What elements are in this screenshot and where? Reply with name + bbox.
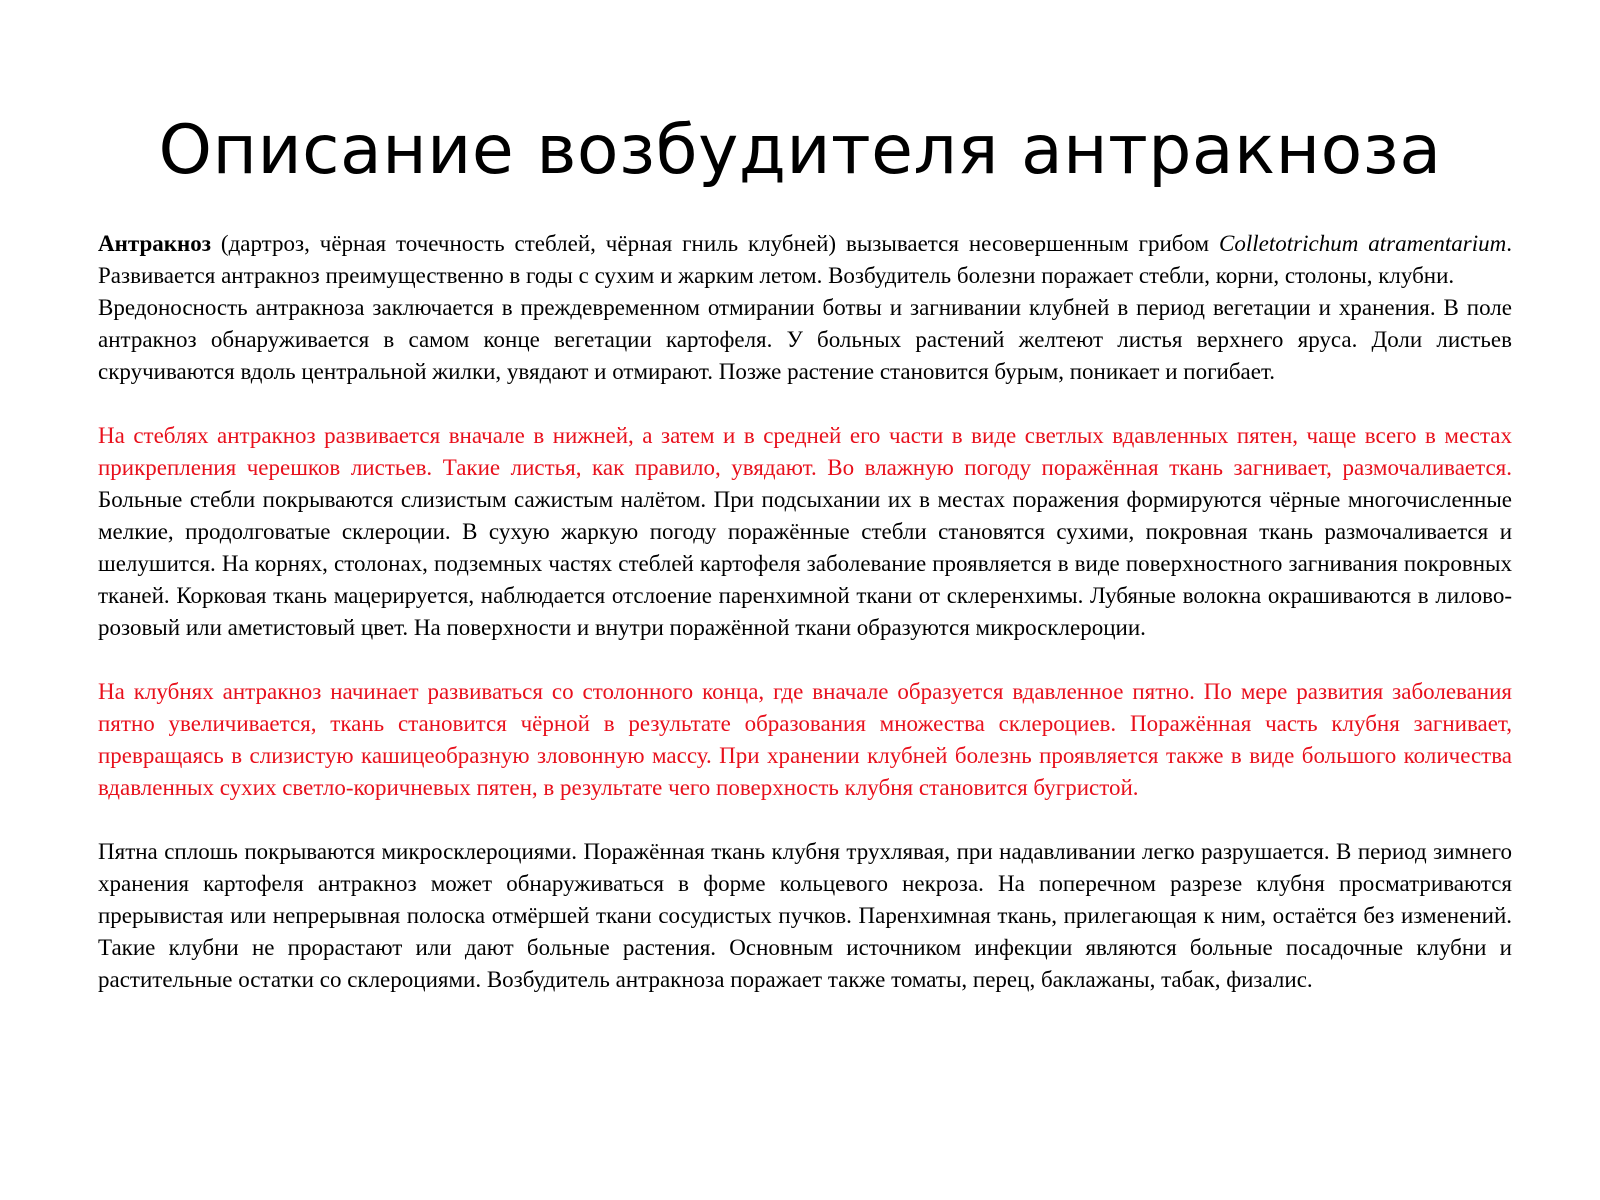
intro-text-2: . Развивается антракноз преимущественно в годы с сухим и жарким летом. Возбудитель болезни поражает стебли, корни, столоны, клубни. — [98, 231, 1512, 288]
paragraph-intro — [98, 228, 1512, 292]
paragraph-harm: Вредоносность антракноза заключается в преждевременном отмирании ботвы и загнивании клубней в период вегетации и хранения. В поле антракноз обнаруживается в самом конце вегетации картофеля. У больных растений желтеют листья верхнего яруса. Доли листьев скручиваются вдоль центральной жилки, увядают и отмирают. Позже растение становится бурым, поникает и погибает. — [98, 295, 1512, 384]
stems-highlight-text: На стеблях антракноз развивается вначале в нижней, а затем и в средней его части в виде светлых вдавленных пятен, чаще всего в местах прикрепления черешков листьев. Такие листья, как правило, увядают. Во влажную погоду поражённая ткань загнивает, размочаливается. — [98, 423, 1512, 480]
species-name: Colletotrichum atramentarium — [1219, 231, 1507, 256]
spacer — [98, 804, 1512, 836]
paragraph-stems — [98, 420, 1512, 644]
slide-body — [98, 228, 1512, 996]
term-antracnose: Антракноз — [98, 231, 211, 256]
slide-title: Описание возбудителя антракноза — [158, 111, 1442, 190]
intro-text-1: (дартроз, чёрная точечность стеблей, чёрная гниль клубней) вызывается несовершенным грибом — [210, 231, 1220, 256]
paragraph-tubers: На клубнях антракноз начинает развиваться со столонного конца, где вначале образуется вдавленное пятно. По мере развития заболевания пятно увеличивается, ткань становится чёрной в результате образования множества склероциев. Поражённая часть клубня загнивает, превращаясь в слизистую кашицеобразную зловонную массу. При хранении клубней болезнь проявляется также в виде большого количества вдавленных сухих светло-коричневых пятен, в результате чего поверхность клубня становится бугристой. — [98, 679, 1512, 800]
stems-text: Больные стебли покрываются слизистым сажистым налётом. При подсыхании их в местах поражения формируются чёрные многочисленные мелкие, продолговатые склероции. В сухую жаркую погоду поражённые стебли становятся сухими, покровная ткань размочаливается и шелушится. На корнях, столонах, подземных частях стеблей картофеля заболевание проявляется в виде поверхностного загнивания покровных тканей. Корковая ткань мацерируется, наблюдается отслоение паренхимной ткани от склеренхимы. Лубяные волокна окрашиваются в лилово-розовый или аметистовый цвет. На поверхности и внутри поражённой ткани образуются микросклероции. — [98, 487, 1512, 640]
spacer — [98, 644, 1512, 676]
spacer — [98, 388, 1512, 420]
paragraph-spots: Пятна сплошь покрываются микросклероциями. Поражённая ткань клубня трухлявая, при надавливании легко разрушается. В период зимнего хранения картофеля антракноз может обнаруживаться в форме кольцевого некроза. На поперечном разрезе клубня просматриваются прерывистая или непрерывная полоска отмёршей ткани сосудистых пучков. Паренхимная ткань, прилегающая к ним, остаётся без изменений. Такие клубни не прорастают или дают больные растения. Основным источником инфекции являются больные посадочные клубни и растительные остатки со склероциями. Возбудитель антракноза поражает также томаты, перец, баклажаны, табак, физалис. — [98, 839, 1512, 992]
